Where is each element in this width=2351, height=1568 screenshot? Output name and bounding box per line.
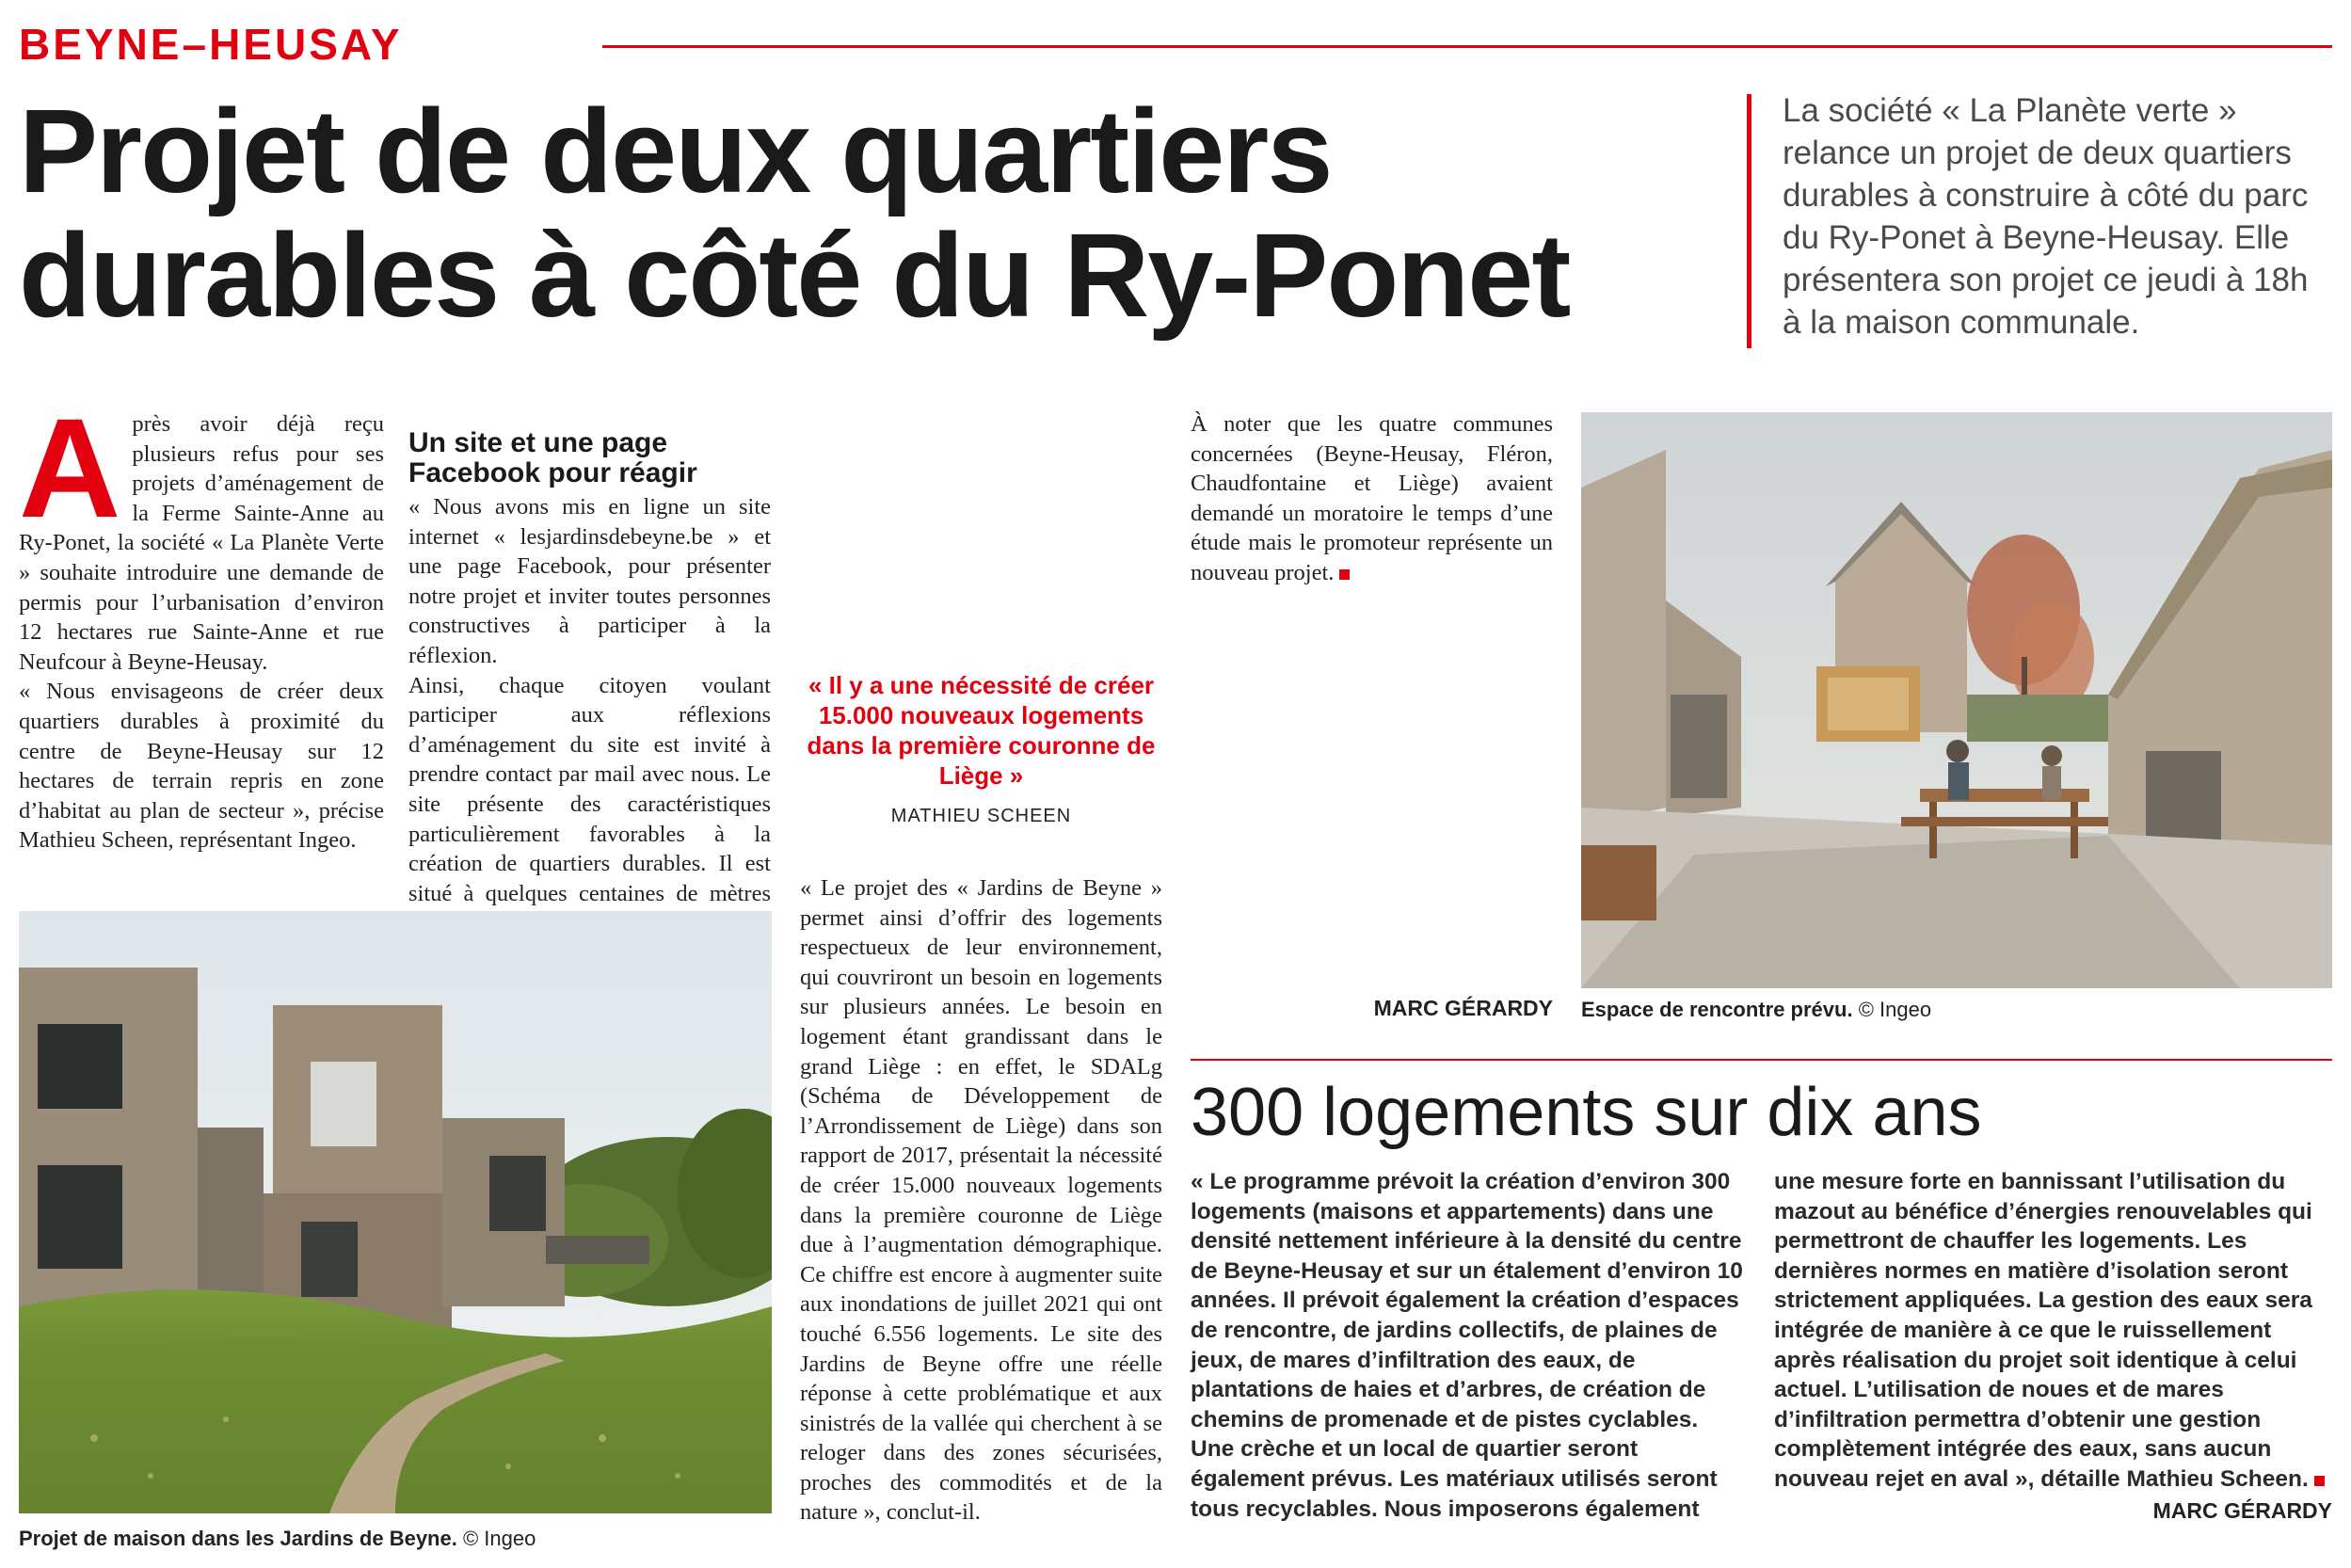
article-paragraph-6 [1191,409,1553,588]
article-paragraph-3: « Nous avons mis en ligne un site internet « lesjardinsdebeyne.be » et une page Facebook, pour présenter notre projet et inviter toutes personnes constructives à participer à la réflexion. [408,494,771,668]
story2-title: 300 logements sur dix ans [1191,1075,1982,1150]
photo-houses [19,911,772,1513]
photo-courtyard-caption-text: Espace de rencontre prévu. [1581,998,1853,1021]
end-mark-2 [2314,1476,2325,1486]
pull-quote-text: « Il y a une nécessité de créer 15.000 nouveaux logements dans la première couronne de Liège » [807,671,1156,790]
photo-houses-caption [19,1527,536,1551]
article-column-4 [1191,409,1553,588]
drop-cap: A [19,389,121,547]
story2-text-continued [1774,1167,2332,1495]
photo-houses-caption-text: Projet de maison dans les Jardins de Beyne. [19,1527,457,1550]
photo-courtyard [1581,412,2332,988]
story2-column-1 [1191,1167,1746,1524]
article-paragraph-5: « Le projet des « Jardins de Beyne » permet ainsi d’offrir des logements respectueux de leur environnement, qui couvriront un besoin en logements sur plusieurs années. Le besoin en logement étant grandissant dans le grand Liège : en effet, le SDALg (Schéma de Développement de l’Arrondissement de Liège) dans son rapport de 2017, présentait la nécessité de créer 15.000 nouveaux logements dans la première couronne de Liège due à l’augmentation démographique. Ce chiffre est encore à augmenter suite aux inondations de juillet 2021 qui ont touché 6.556 logements. Le site des Jardins de Beyne offre une réelle réponse à cette problématique et aux sinistrés de la vallée qui cherchent à se reloger dans des zones sécurisées, proches des commodités et de la nature », conclut-il. [800,875,1162,1526]
lead-divider [1747,94,1751,348]
article-column-3 [800,873,1162,1528]
story2-rule [1191,1059,2332,1061]
story2-column-2 [1774,1167,2332,1495]
lead-paragraph: La société « La Planète verte » relance un projet de deux quartiers durables à construire à côté du parc du Ry-Ponet à Beyne-Heusay. Elle présentera son projet ce jeudi à 18h à la maison communale. [1783,92,2309,341]
story2-text-continued-body: une mesure forte en bannissant l’utilisation du mazout au bénéfice d’énergies renouvelables qui permettront de chauffer les logements. Les dernières normes en matière d’isolation seront strictement appliquées. La gestion des eaux sera intégrée de manière à ce que le ruissellement après réalisation du projet soit identique à celui actuel. L’utilisation de noues et de mares d’infiltration permettra d’obtenir une gestion complètement intégrée des eaux, sans aucun nouveau rejet en aval », détaille Mathieu Scheen. [1774,1169,2312,1492]
photo-courtyard-credit: © Ingeo [1858,998,1932,1021]
article-paragraph-2: « Nous envisageons de créer deux quartiers durables à proximité du centre de Beyne-Heusay sur 12 hectares de terrain repris en zone d’habitat au plan de secteur », précise Mathieu Scheen, représentant Ingeo. [19,679,384,854]
article-signature: MARC GÉRARDY [1373,996,1553,1020]
photo-courtyard-caption [1581,998,1931,1022]
pull-quote-author: MATHIEU SCHEEN [890,806,1072,826]
article-subhead: Un site et une page Facebook pour réagir [408,427,697,488]
article-column-1 [19,389,384,856]
pull-quote [800,670,1162,827]
story2-signature: MARC GÉRARDY [2152,1498,2332,1523]
story2-text: « Le programme prévoit la création d’environ 300 logements (maisons et appartements) dans une densité nettement inférieure à la densité du centre de Beyne-Heusay et sur un étalement d’environ 10 années. Il prévoit également la création d’espaces de rencontre, de jardins collectifs, de plaines de jeux, de mares d’infiltration des eaux, de plantations de haies et d’arbres, de création de chemins de promenade et de pistes cyclables. Une crèche et un local de quartier seront également prévus. Les matériaux utilisés seront tous recyclables. Nous imposerons également [1191,1169,1743,1522]
end-mark [1339,569,1350,580]
article-paragraph-4: Ainsi, chaque citoyen voulant participer aux réflexions d’aménagement du site est invité à prendre contact par mail avec nous. Le site présente des caractéristiques particulièrement favorables à la création de quartiers durables. Il est situé à quelques centaines de mètres [408,672,771,906]
headline: Projet de deux quartiers durables à côté du Ry-Ponet [19,85,1570,342]
section-rule [602,45,2332,48]
section-label: BEYNE–HEUSAY [19,20,403,69]
article-paragraph-6-text: À noter que les quatre communes concernées (Beyne-Heusay, Fléron, Chaudfontaine et Liège) avaient demandé un moratoire le temps d’une étude mais le promoteur représente un nouveau projet. [1191,411,1553,585]
photo-houses-credit: © Ingeo [462,1527,536,1550]
article-paragraph-1: près avoir déjà reçu plusieurs refus pour ses projets d’aménagement de la Ferme Sainte-Anne au Ry-Ponet, la société « La Planète Verte » souhaite introduire une demande de permis pour l’urbanisation d’environ 12 hectares rue Sainte-Anne et rue Neufcour à Beyne-Heusay. [19,411,384,675]
